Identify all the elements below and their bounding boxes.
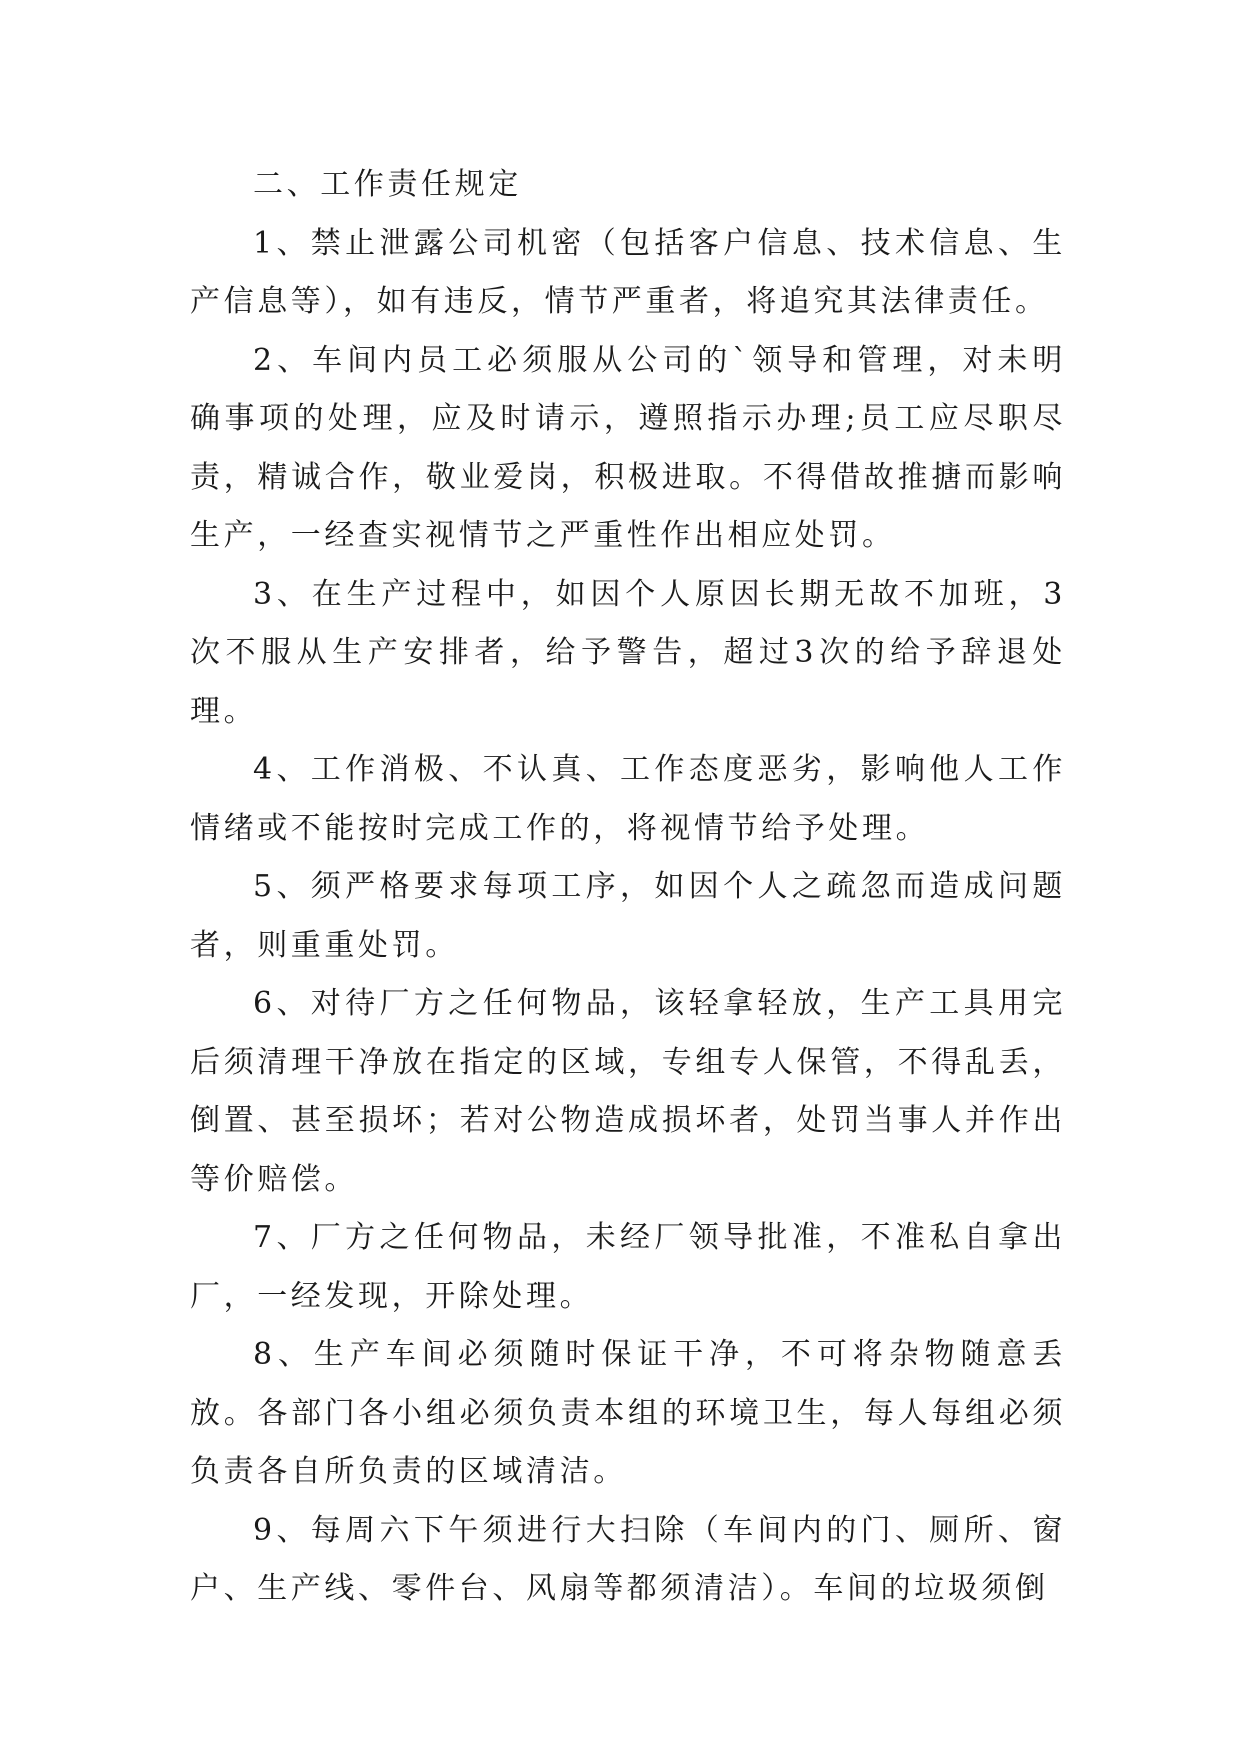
section-heading: 二、工作责任规定: [253, 167, 522, 202]
paragraph-2: 2、车间内员工必须服从公司的`领导和管理，对未明确事项的处理，应及时请示，遵照指示办理;员工应尽职尽责，精诚合作，敬业爱岗，积极进取。不得借故推搪而影响生产，一经查实视情节之严重性作出相应处罚。: [190, 342, 1066, 553]
paragraph-6: 6、对待厂方之任何物品，该轻拿轻放，生产工具用完后须清理干净放在指定的区域，专组专人保管，不得乱丢，倒置、甚至损坏；若对公物造成损坏者，处罚当事人并作出等价赔偿。: [190, 986, 1066, 1197]
paragraph-8: 8、生产车间必须随时保证干净，不可将杂物随意丢放。各部门各小组必须负责本组的环境卫生，每人每组必须负责各自所负责的区域清洁。: [190, 1337, 1066, 1489]
paragraph-5: 5、须严格要求每项工序，如因个人之疏忽而造成问题者，则重重处罚。: [190, 869, 1066, 963]
document-body: [190, 156, 1066, 1619]
paragraph-4: 4、工作消极、不认真、工作态度恶劣，影响他人工作情绪或不能按时完成工作的，将视情节给予处理。: [190, 752, 1066, 846]
paragraph-9: 9、每周六下午须进行大扫除（车间内的门、厕所、窗户、生产线、零件台、风扇等都须清洁）。车间的垃圾须倒: [190, 1512, 1066, 1606]
paragraph-3: 3、在生产过程中，如因个人原因长期无故不加班，3次不服从生产安排者，给予警告，超过3次的给予辞退处理。: [190, 576, 1066, 729]
paragraph-7: 7、厂方之任何物品，未经厂领导批准，不准私自拿出厂，一经发现，开除处理。: [190, 1220, 1066, 1314]
paragraph-1: 1、禁止泄露公司机密（包括客户信息、技术信息、生产信息等），如有违反，情节严重者，将追究其法律责任。: [190, 225, 1066, 319]
